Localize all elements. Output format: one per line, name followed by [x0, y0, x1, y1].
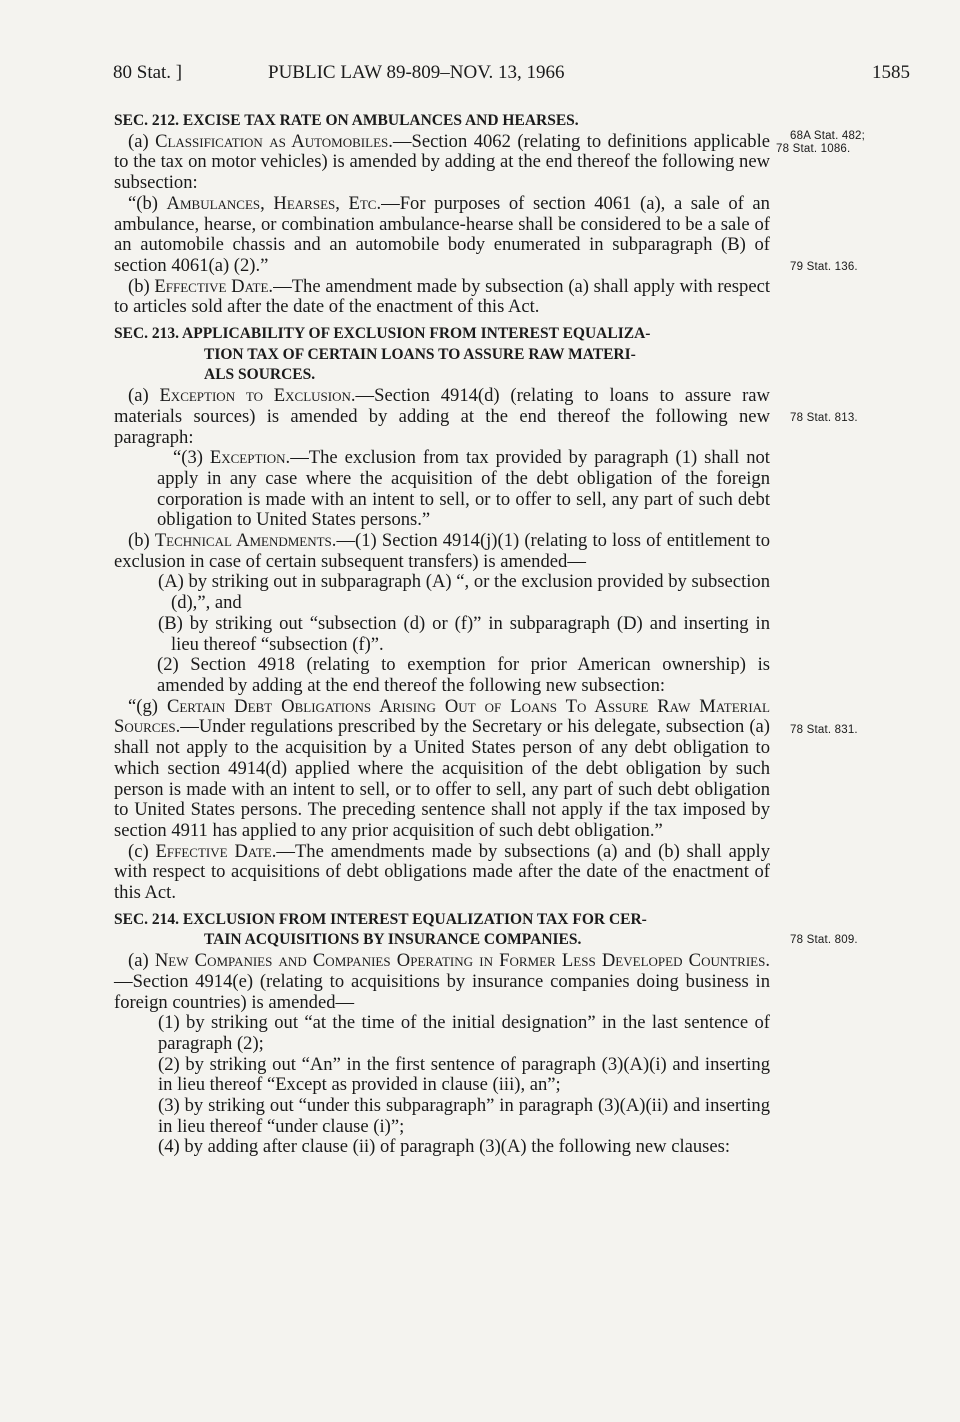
- paragraph: (b) Technical Amendments.—(1) Section 4914(j)(1) (relating to loss of entitlement to exclusion in case of certain subsequent transfers) is amended—: [114, 530, 770, 572]
- margin-note: 78 Stat. 831.: [790, 724, 858, 736]
- quoted-subsection: “(b) Ambulances, Hearses, Etc.—For purposes of section 4061 (a), a sale of an ambulance, hearse, or combination ambulance-hearse shall be considered to be a sale of an automobile chassis and an automobile body enumerated in subparagraph (B) of section 4061(a) (2).”: [114, 192, 770, 276]
- paragraph: (a) New Companies and Companies Operating in Former Less Developed Countries.—Section 4914(e) (relating to acquisitions by insurance companies doing business in foreign countries) is amended—: [114, 950, 770, 1013]
- header-law-title: PUBLIC LAW 89-809–NOV. 13, 1966: [268, 62, 565, 83]
- margin-note: 68A Stat. 482;: [790, 130, 866, 142]
- section-heading-214-cont: TAIN ACQUISITIONS BY INSURANCE COMPANIES.: [204, 931, 582, 949]
- page-number: 1585: [872, 62, 910, 83]
- header-stat-ref: 80 Stat. ]: [113, 62, 183, 83]
- list-item: (4) by adding after clause (ii) of paragraph (3)(A) the following new clauses:: [158, 1136, 731, 1158]
- paragraph: (a) Exception to Exclusion.—Section 4914(d) (relating to loans to assure raw materials sources) is amended by adding at the end thereof the following new paragraph:: [114, 385, 770, 448]
- margin-note: 79 Stat. 136.: [790, 261, 858, 273]
- margin-note: 78 Stat. 809.: [790, 934, 858, 946]
- section-heading-213: SEC. 213. APPLICABILITY OF EXCLUSION FROM INTEREST EQUALIZA-: [114, 325, 651, 343]
- paragraph: (c) Effective Date.—The amendments made by subsections (a) and (b) shall apply with respect to acquisitions of debt obligations made after the date of the enactment of this Act.: [114, 840, 770, 904]
- section-heading-213-cont: TION TAX OF CERTAIN LOANS TO ASSURE RAW MATERI-: [204, 345, 636, 363]
- quoted-subsection: “(g) Certain Debt Obligations Arising Out of Loans To Assure Raw Material Sources.—Under regulations prescribed by the Secretary or his delegate, subsection (a) shall not apply to the acquisition by a United States person of any debt obligation to which section 4914(d) applied where the acquisition of the debt obligation by such person is made with an intent to sell, or to offer to sell, any part of such debt obligation to United States persons. The preceding sentence shall not apply if the tax imposed by section 4911 has applied to any prior acquisition of such debt obligation.”: [114, 695, 770, 841]
- section-heading-214: SEC. 214. EXCLUSION FROM INTEREST EQUALIZATION TAX FOR CER-: [114, 910, 647, 928]
- quoted-paragraph: “(3) Exception.—The exclusion from tax provided by paragraph (1) shall not apply in any case where the acquisition of the debt obligation of the foreign corporation is made with an intent to sell, or to offer to sell, any part of such debt obligation to United States persons.”: [157, 447, 770, 531]
- list-item: (2) by striking out “An” in the first sentence of paragraph (3)(A)(i) and inserting in lieu thereof “Except as provided in clause (iii), an”;: [158, 1053, 770, 1096]
- list-item: (A) by striking out in subparagraph (A) “, or the exclusion provided by subsection (d),”, and: [158, 571, 770, 614]
- body-text: [114, 111, 770, 1158]
- list-item: (1) by striking out “at the time of the initial designation” in the last sentence of paragraph (2);: [158, 1012, 770, 1054]
- margin-note: 78 Stat. 813.: [790, 412, 858, 424]
- list-item: (2) Section 4918 (relating to exemption for prior American ownership) is amended by adding at the end thereof the following new subsection:: [157, 654, 770, 696]
- section-heading-212: SEC. 212. EXCISE TAX RATE ON AMBULANCES AND HEARSES.: [114, 112, 579, 129]
- margin-note: 78 Stat. 1086.: [776, 143, 851, 155]
- list-item: (B) by striking out “subsection (d) or (f)” in subparagraph (D) and inserting in lieu thereof “subsection (f)”.: [158, 612, 770, 655]
- list-item: (3) by striking out “under this subparagraph” in paragraph (3)(A)(ii) and inserting in lieu thereof “under clause (i)”;: [158, 1095, 770, 1137]
- paragraph: (b) Effective Date.—The amendment made by subsection (a) shall apply with respect to articles sold after the date of the enactment of this Act.: [114, 275, 770, 318]
- section-heading-213-cont: ALS SOURCES.: [204, 366, 316, 384]
- paragraph: (a) Classification as Automobiles.—Section 4062 (relating to definitions applicable to the tax on motor vehicles) is amended by adding at the end thereof the following new subsection:: [114, 130, 770, 194]
